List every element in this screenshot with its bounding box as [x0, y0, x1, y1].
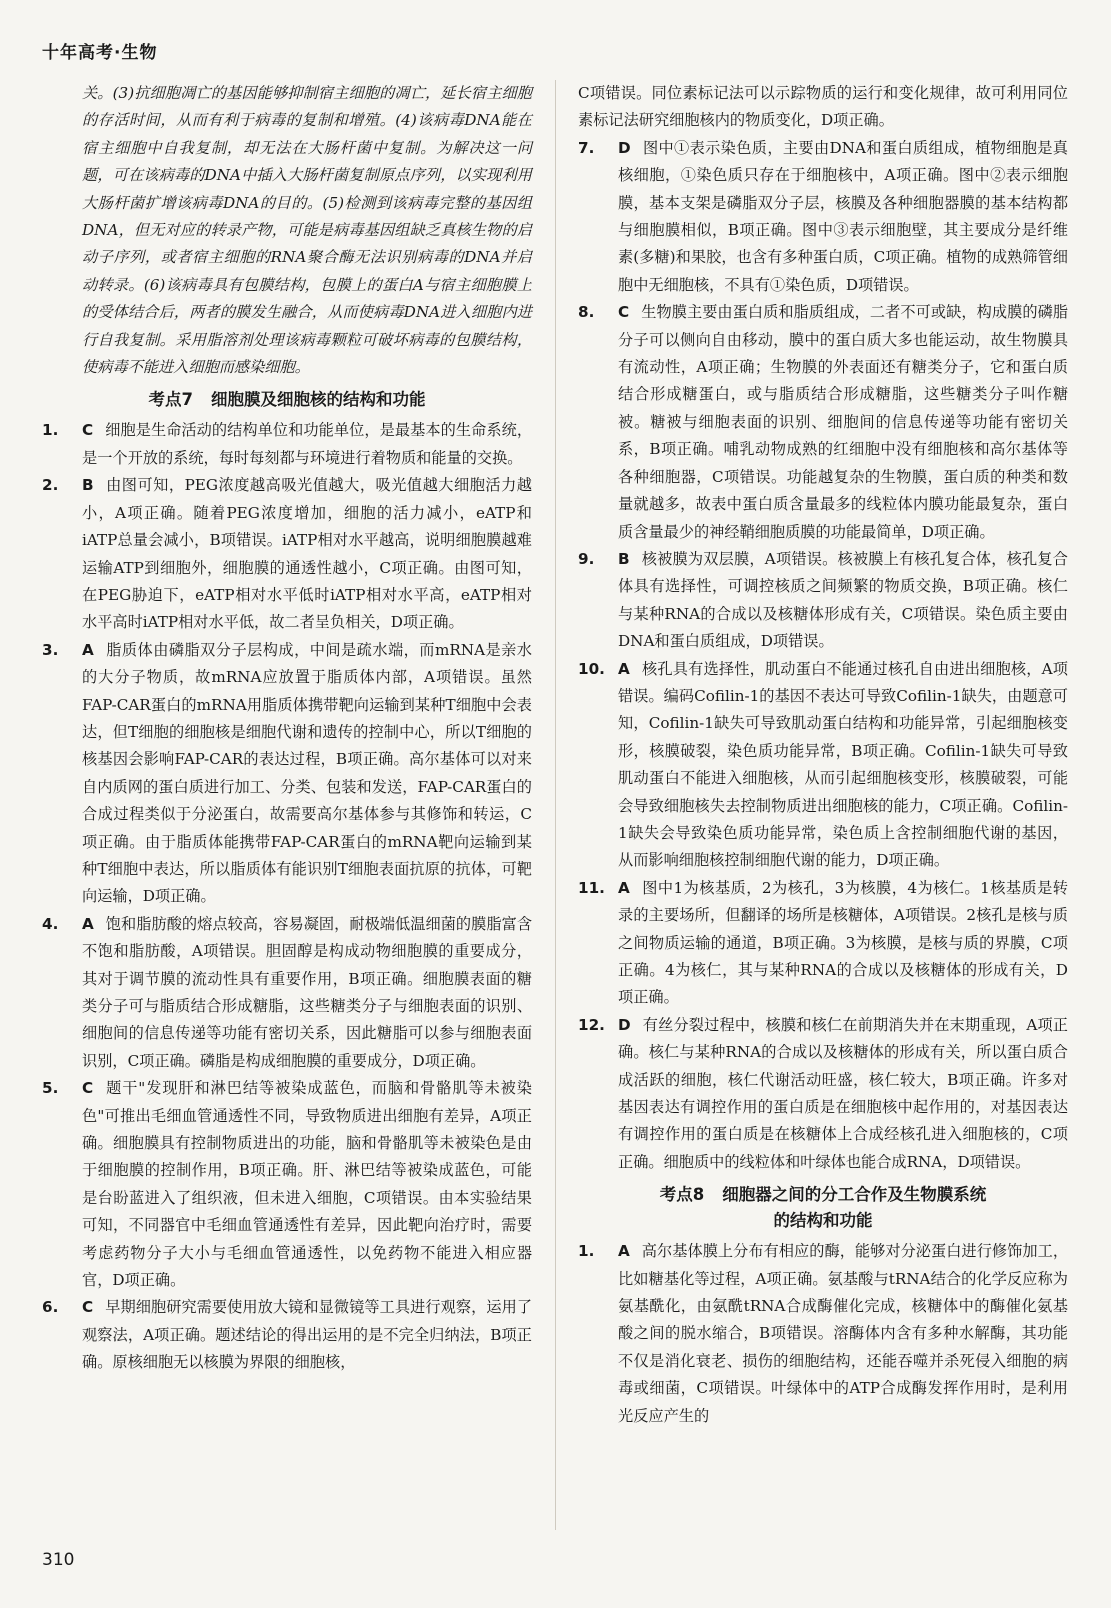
- item-explanation: 图中①表示染色质，主要由DNA和蛋白质组成，植物细胞是真核细胞，①染色质只存在于细胞核中，A项正确。图中②表示细胞膜，基本支架是磷脂双分子层，核膜及各种细胞器膜的基本结构都与细胞膜相似，B项正确。图中③表示细胞壁，其主要成分是纤维素(多糖)和果胶，也含有多种蛋白质，C项正确。植物的成熟筛管细胞中无细胞核，不具有①染色质，D项错误。: [618, 138, 1068, 294]
- item-number: 8.: [578, 303, 595, 322]
- continued-answer-text: C项错误。同位素标记法可以示踪物质的运行和变化规律，故可利用同位素标记法研究细胞核内的物质变化，D项正确。: [578, 84, 1068, 130]
- continued-answer-text: 关。(3)抗细胞凋亡的基因能够抑制宿主细胞的凋亡，延长宿主细胞的存活时间，从而有利于病毒的复制和增殖。(4)该病毒DNA能在宿主细胞中自我复制，却无法在大肠杆菌中复制。为解决这一问题，可在该病毒的DNA中插入大肠杆菌复制原点序列，以实现利用大肠杆菌扩增该病毒DNA的目的。(5)检测到该病毒完整的基因组DNA，但无对应的转录产物，可能是病毒基因组缺乏真核生物的启动子序列，或者宿主细胞的RNA聚合酶无法识别病毒的DNA并启动转录。(6)该病毒具有包膜结构，包膜上的蛋白A与宿主细胞膜上的受体结合后，两者的膜发生融合，从而使病毒DNA进入细胞内进行自我复制。采用脂溶剂处理该病毒颗粒可破坏病毒的包膜结构，使病毒不能进入细胞而感染细胞。: [82, 84, 532, 377]
- answer-item: [42, 637, 532, 911]
- item-explanation: 图中1为核基质，2为核孔，3为核膜，4为核仁。1核基质是转录的主要场所，但翻译的场所是核糖体，A项错误。2核孔是核与质之间物质运输的通道，B项正确。3为核膜，是核与质的界膜，C项正确。4为核仁，其与某种RNA的合成以及核糖体的形成有关，D项正确。: [618, 878, 1068, 1007]
- item-answer: C: [82, 1079, 94, 1098]
- answer-item: [42, 472, 532, 636]
- item-number: 7.: [578, 138, 595, 157]
- section-8-label: 考点8: [659, 1185, 705, 1205]
- item-answer: B: [82, 476, 94, 495]
- item-answer: D: [618, 138, 631, 157]
- item-answer: C: [82, 421, 94, 440]
- item-number: 5.: [42, 1079, 59, 1098]
- item-answer: A: [82, 640, 94, 659]
- item-answer: A: [618, 878, 630, 897]
- section-8-heading-line1: 细胞器之间的分工合作及生物膜系统: [722, 1185, 987, 1205]
- answer-item: [578, 1238, 1068, 1430]
- item-number: 12.: [578, 1015, 605, 1034]
- item-explanation: 核被膜为双层膜，A项错误。核被膜上有核孔复合体，核孔复合体具有选择性，可调控核质之间频繁的物质交换，B项正确。核仁与某种RNA的合成以及核糖体形成有关，C项错误。染色质主要由DNA和蛋白质组成，D项错误。: [618, 549, 1068, 651]
- column-divider: [555, 80, 556, 1530]
- item-number: 3.: [42, 640, 59, 659]
- item-explanation: 细胞是生命活动的结构单位和功能单位，是最基本的生命系统，是一个开放的系统，每时每刻都与环境进行着物质和能量的交换。: [82, 421, 532, 467]
- item-explanation: 早期细胞研究需要使用放大镜和显微镜等工具进行观察，运用了观察法，A项正确。题述结论的得出运用的是不完全归纳法，B项正确。原核细胞无以核膜为界限的细胞核，: [82, 1298, 532, 1372]
- item-number: 11.: [578, 878, 605, 897]
- book-title: 十年高考·生物: [42, 43, 158, 63]
- item-explanation: 由图可知，PEG浓度越高吸光值越大，吸光值越大细胞活力越小，A项正确。随着PEG浓度增加，细胞的活力减小，eATP和iATP总量会减小，B项错误。iATP相对水平越高，说明细胞膜越难运输ATP到细胞外，细胞膜的通透性越小，C项正确。由图可知，在PEG胁迫下，eATP相对水平低时iATP相对水平高，eATP相对水平高时iATP相对水平低，故二者呈负相关，D项正确。: [82, 476, 532, 632]
- item-answer: A: [618, 1242, 630, 1261]
- answer-item: [42, 1294, 532, 1376]
- section-7-title: [42, 387, 532, 413]
- answer-item: [42, 911, 532, 1075]
- item-explanation: 有丝分裂过程中，核膜和核仁在前期消失并在末期重现，A项正确。核仁与某种RNA的合成以及核糖体的形成有关，所以蛋白质合成活跃的细胞，核仁代谢活动旺盛，核仁较大，B项正确。许多对基因表达有调控作用的蛋白质是在细胞核中起作用的，对基因表达有调控作用的蛋白质是在核糖体上合成经核孔进入细胞核的，C项正确。细胞质中的线粒体和叶绿体也能合成RNA，D项错误。: [618, 1015, 1068, 1171]
- answer-item: [578, 135, 1068, 299]
- item-number: 10.: [578, 659, 605, 678]
- right-column: [578, 80, 1068, 1430]
- section-7-label: 考点7: [148, 390, 193, 410]
- page-number: 310: [42, 1550, 75, 1570]
- item-explanation: 生物膜主要由蛋白质和脂质组成，二者不可或缺，构成膜的磷脂分子可以侧向自由移动，膜中的蛋白质大多也能运动，故生物膜具有流动性，A项正确；生物膜的外表面还有糖类分子，它和蛋白质结合形成糖蛋白，或与脂质结合形成糖脂，这些糖类分子叫作糖被。糖被与细胞表面的识别、细胞间的信息传递等功能有密切关系，B项正确。哺乳动物成熟的红细胞中没有细胞核和高尔基体等各种细胞器，C项错误。功能越复杂的生物膜，蛋白质的种类和数量就越多，故表中蛋白质含量最多的线粒体内膜功能最复杂，蛋白质含量最少的神经鞘细胞质膜的功能最简单，D项正确。: [618, 303, 1068, 541]
- answer-item: [578, 299, 1068, 546]
- section-8-heading-line2: 的结构和功能: [773, 1211, 873, 1231]
- answer-item: [578, 1012, 1068, 1176]
- item-explanation: 核孔具有选择性，肌动蛋白不能通过核孔自由进出细胞核，A项错误。编码Cofilin-1的基因不表达可导致Cofilin-1缺失，由题意可知，Cofilin-1缺失可导致肌动蛋白结构和功能异常，引起细胞核变形，核膜破裂，染色质功能异常，B项正确。Cofilin-1缺失可导致肌动蛋白不能进入细胞核，从而引起细胞核变形，核膜破裂，可能会导致细胞核失去控制物质进出细胞核的能力，C项正确。Cofilin-1缺失会导致染色质功能异常，染色质上含控制细胞代谢的基因，从而影响细胞核控制细胞代谢的能力，D项正确。: [618, 659, 1068, 870]
- item-number: 6.: [42, 1298, 59, 1317]
- left-column: [42, 80, 532, 1377]
- item-answer: C: [618, 303, 630, 322]
- answer-item: [42, 1075, 532, 1294]
- answer-item: [578, 656, 1068, 875]
- item-answer: C: [82, 1298, 94, 1317]
- item-explanation: 高尔基体膜上分布有相应的酶，能够对分泌蛋白进行修饰加工，比如糖基化等过程，A项正确。氨基酸与tRNA结合的化学反应称为氨基酰化，由氨酰tRNA合成酶催化完成，核糖体中的酶催化氨基酸之间的脱水缩合，B项错误。溶酶体内含有多种水解酶，其功能不仅是消化衰老、损伤的细胞结构，还能吞噬并杀死侵入细胞的病毒或细菌，C项错误。叶绿体中的ATP合成酶发挥作用时，是利用光反应产生的: [618, 1242, 1068, 1425]
- item-number: 9.: [578, 549, 595, 568]
- section-7-heading: 细胞膜及细胞核的结构和功能: [210, 390, 426, 410]
- item-explanation: 题干"发现肝和淋巴结等被染成蓝色，而脑和骨骼肌等未被染色"可推出毛细血管通透性不同，导致物质进出细胞有差异，A项正确。细胞膜具有控制物质进出的功能，脑和骨骼肌等未被染色是由于细胞膜的控制作用，B项正确。肝、淋巴结等被染成蓝色，可能是台盼蓝进入了组织液，但未进入细胞，C项错误。由本实验结果可知，不同器官中毛细血管通透性有差异，因此靶向治疗时，需要考虑药物分子大小与毛细血管通透性，以免药物不能进入相应器官，D项正确。: [82, 1079, 532, 1290]
- item-explanation: 脂质体由磷脂双分子层构成，中间是疏水端，而mRNA是亲水的大分子物质，故mRNA应放置于脂质体内部，A项错误。虽然FAP-CAR蛋白的mRNA用脂质体携带靶向运输到某种T细胞中会表达，但T细胞的细胞核是细胞代谢和遗传的控制中心，所以T细胞的核基因会影响FAP-CAR的表达过程，B项正确。高尔基体可以对来自内质网的蛋白质进行加工、分类、包装和发送，FAP-CAR蛋白的合成过程类似于分泌蛋白，故需要高尔基体参与其修饰和转运，C项正确。由于脂质体能携带FAP-CAR蛋白的mRNA靶向运输到某种T细胞中表达，所以脂质体有能识别T细胞表面抗原的抗体，可靶向运输，D项正确。: [82, 640, 532, 906]
- answer-item: [578, 546, 1068, 656]
- item-answer: D: [618, 1015, 631, 1034]
- item-number: 1.: [42, 421, 59, 440]
- item-number: 1.: [578, 1242, 595, 1261]
- item-explanation: 饱和脂肪酸的熔点较高，容易凝固，耐极端低温细菌的膜脂富含不饱和脂肪酸，A项错误。胆固醇是构成动物细胞膜的重要成分，其对于调节膜的流动性具有重要作用，B项正确。细胞膜表面的糖类分子可与脂质结合形成糖脂，这些糖类分子与细胞表面的识别、细胞间的信息传递等功能有密切关系，因此糖脂可以参与细胞表面识别，C项正确。磷脂是构成细胞膜的重要成分，D项正确。: [82, 914, 532, 1070]
- item-answer: B: [618, 549, 630, 568]
- item-number: 2.: [42, 476, 59, 495]
- item-answer: A: [618, 659, 630, 678]
- item-answer: A: [82, 914, 94, 933]
- item-number: 4.: [42, 914, 59, 933]
- section-8-title: [578, 1182, 1068, 1234]
- answer-item: [578, 875, 1068, 1012]
- answer-item: [42, 417, 532, 472]
